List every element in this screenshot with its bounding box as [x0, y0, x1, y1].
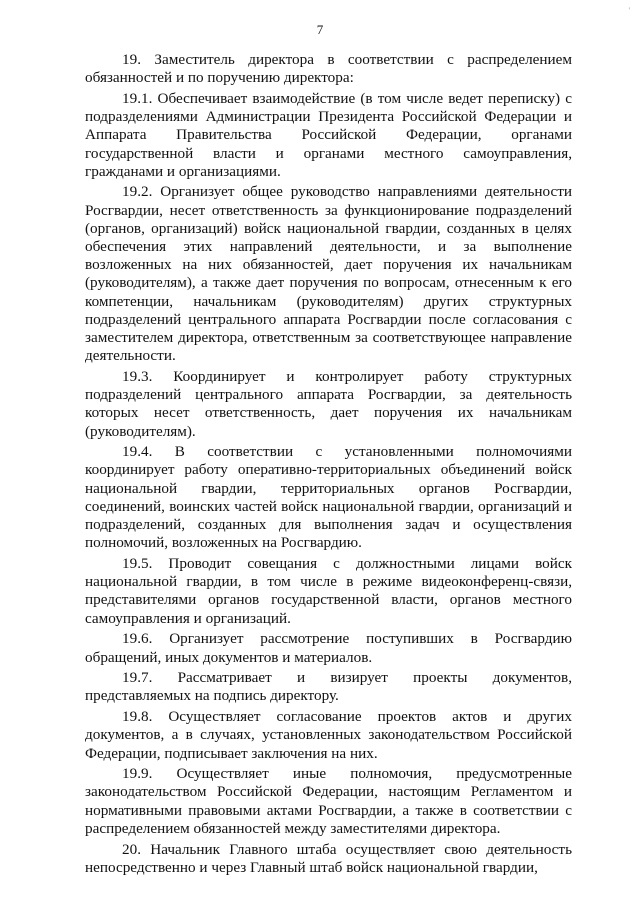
paragraph-19-6: 19.6. Организует рассмотрение поступивших в Росгвардию обращений, иных документов и материалов.: [85, 630, 572, 666]
page-number: 7: [316, 22, 324, 37]
document-body: [85, 51, 572, 879]
paragraph-19-4: 19.4. В соответствии с установленными полномочиями координирует работу оперативно-территориальных объединений войск национальной гвардии, территориальных органов Росгвардии, соединений, воинских частей войск национальной гвардии, организаций и подразделений, созданных для выполнения задач и осуществления полномочий, возложенных на Росгвардию.: [85, 443, 572, 552]
paragraph-19-7: 19.7. Рассматривает и визирует проекты документов, представляемых на подпись директору.: [85, 669, 572, 705]
paragraph-19-8: 19.8. Осуществляет согласование проектов актов и других документов, а в случаях, установленных законодательством Российской Федерации, подписывает заключения на них.: [85, 708, 572, 762]
paragraph-19-1: 19.1. Обеспечивает взаимодействие (в том числе ведет переписку) с подразделениями Администрации Президента Российской Федерации и Аппарата Правительства Российской Федерации, органами государственной власти и органами местного самоуправления, гражданами и организациями.: [85, 89, 572, 180]
corner-mark: ': [628, 6, 630, 15]
paragraph-19-2: 19.2. Организует общее руководство направлениями деятельности Росгвардии, несет ответственность за функционирование подразделений (органов, организаций) войск национальной гвардии, созданных в целях обеспечения этих направлений деятельности, и за выполнение возложенных на них обязанностей, дает поручения их начальникам (руководителям), а также дает поручения по вопросам, отнесенным к его компетенции, начальникам (руководителям) других структурных подразделений центрального аппарата Росгвардии после согласования с заместителем директора, ответственным за соответствующее направление деятельности.: [85, 183, 572, 365]
paragraph-20: 20. Начальник Главного штаба осуществляет свою деятельность непосредственно и через Главный штаб войск национальной гвардии,: [85, 840, 572, 876]
paragraph-19-5: 19.5. Проводит совещания с должностными лицами войск национальной гвардии, в том числе в режиме видеоконференц-связи, представителями органов государственной власти, органов местного самоуправления и организаций.: [85, 554, 572, 627]
paragraph-19-3: 19.3. Координирует и контролирует работу структурных подразделений центрального аппарата Росгвардии, за деятельность которых несет ответственность, дает поручения их начальникам (руководителям).: [85, 367, 572, 440]
paragraph-19: 19. Заместитель директора в соответствии с распределением обязанностей и по поручению директора:: [85, 51, 572, 87]
paragraph-19-9: 19.9. Осуществляет иные полномочия, предусмотренные законодательством Российской Федерации, настоящим Регламентом и нормативными правовыми актами Росгвардии, а также в соответствии с распределением обязанностей между заместителями директора.: [85, 765, 572, 837]
